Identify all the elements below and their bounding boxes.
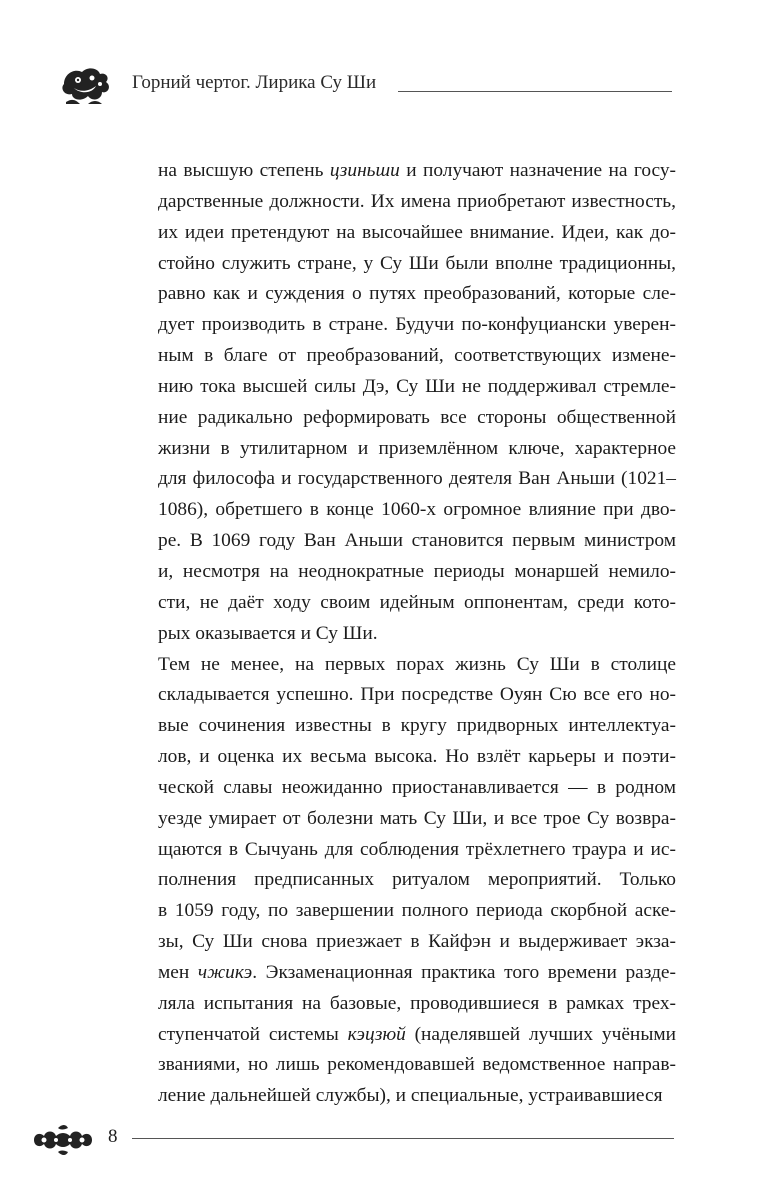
text-run: . Экзаменационная практика того времени разде-: [252, 961, 676, 983]
text-run: сти, не даёт ходу своим идейным оппонентам, среди кото-: [158, 591, 676, 613]
text-line: [158, 495, 676, 526]
text-run: вые сочинения известны в кругу придворных интеллектуа-: [158, 715, 676, 737]
text-line: [158, 650, 676, 681]
paragraph-1: [158, 156, 676, 650]
italic-term: чжикэ: [197, 961, 253, 983]
text-run: (наделявшей лучших учёными: [405, 1023, 676, 1045]
text-line: [158, 588, 676, 619]
text-run: зы, Су Ши снова приезжает в Кайфэн и выдерживает экза-: [158, 931, 676, 953]
text-line: [158, 896, 676, 927]
text-run: ступенчатой системы: [158, 1023, 348, 1045]
text-line: [158, 835, 676, 866]
text-run: и, несмотря на неоднократные периоды монаршей немило-: [158, 560, 676, 582]
text-line: [158, 804, 676, 835]
text-run: уезде умирает от болезни мать Су Ши, и все трое Су возвра-: [158, 807, 676, 829]
text-run: нию тока высшей силы Дэ, Су Ши не поддерживал стремле-: [158, 375, 676, 397]
text-line: [158, 773, 676, 804]
text-line: [158, 742, 676, 773]
text-run: складывается успешно. При посредстве Оуян Сю все его но-: [158, 684, 676, 706]
text-run: стойно служить стране, у Су Ши были вполне традиционны,: [158, 252, 676, 274]
text-run: на высшую степень: [158, 160, 330, 181]
text-line: [158, 187, 676, 218]
text-run: мен: [158, 961, 198, 983]
footer-rule: [132, 1138, 674, 1139]
text-run: Тем не менее, на первых порах жизнь Су Ши в столице: [158, 653, 676, 675]
text-run: ным в благе от преобразований, соответствующих измене-: [158, 345, 676, 367]
page-footer: [30, 1116, 680, 1160]
italic-term: цзиньши: [329, 160, 400, 181]
text-line: [158, 434, 676, 465]
text-run: ре. В 1069 году Ван Аньши становится первым министром: [158, 530, 676, 552]
text-run: ние радикально реформировать все стороны общественной: [158, 406, 676, 428]
text-run: ческой славы неожиданно приостанавливается — в родном: [158, 776, 676, 798]
text-line: [158, 372, 676, 403]
text-line: [158, 1081, 676, 1112]
text-run: их идеи претендуют на высочайшее внимание. Идеи, как до-: [158, 221, 676, 243]
text-line: [158, 619, 676, 650]
text-line: [158, 865, 676, 896]
text-run: и получают назначение на госу-: [399, 160, 676, 181]
body-text: [158, 156, 676, 1112]
text-line: [158, 1020, 676, 1051]
text-line: [158, 680, 676, 711]
text-run: дарственные должности. Их имена приобретают известность,: [158, 190, 676, 212]
page-number: 8: [108, 1126, 118, 1147]
text-run: в 1059 году, по завершении полного периода скорбной аске-: [158, 900, 676, 922]
text-line: [158, 1050, 676, 1081]
text-run: щаются в Сычуань для соблюдения трёхлетнего траура и ис-: [158, 838, 676, 860]
running-title: Горний чертог. Лирика Су Ши: [132, 72, 377, 93]
text-run: лов, и оценка их весьма высока. Но взлёт карьеры и поэти-: [158, 746, 676, 768]
text-line: [158, 958, 676, 989]
paragraph-2: [158, 650, 676, 1113]
text-run: жизни в утилитарном и приземлённом ключе, характерное: [158, 437, 676, 459]
text-run: ление дальнейшей службы), и специальные, устраивавшиеся: [158, 1085, 663, 1107]
running-header: [58, 62, 678, 106]
text-line: [158, 557, 676, 588]
text-line: [158, 249, 676, 280]
text-line: [158, 927, 676, 958]
text-line: [158, 711, 676, 742]
dragon-ornament-icon: [58, 62, 114, 106]
text-run: равно как и суждения о путях преобразований, которые сле-: [158, 283, 676, 305]
italic-term: кэцзюй: [347, 1023, 406, 1045]
text-line: [158, 156, 676, 187]
text-run: для философа и государственного деятеля Ван Аньши (1021–: [158, 468, 676, 490]
text-line: [158, 989, 676, 1020]
text-run: рых оказывается и Су Ши.: [158, 622, 378, 644]
text-line: [158, 526, 676, 557]
text-line: [158, 310, 676, 341]
text-line: [158, 464, 676, 495]
text-run: ляла испытания на базовые, проводившиеся в рамках трех-: [158, 992, 676, 1014]
text-line: [158, 279, 676, 310]
text-line: [158, 341, 676, 372]
text-run: званиями, но лишь рекомендовавшей ведомственное направ-: [158, 1054, 676, 1076]
text-line: [158, 218, 676, 249]
text-line: [158, 403, 676, 434]
text-run: полнения предписанных ритуалом мероприятий. Только: [158, 869, 676, 891]
text-run: 1086), обретшего в конце 1060-х огромное влияние при дво-: [158, 499, 676, 521]
header-rule: [398, 91, 672, 92]
floral-ornament-icon: [30, 1124, 96, 1156]
text-run: дует производить в стране. Будучи по-конфуциански уверен-: [158, 314, 676, 336]
